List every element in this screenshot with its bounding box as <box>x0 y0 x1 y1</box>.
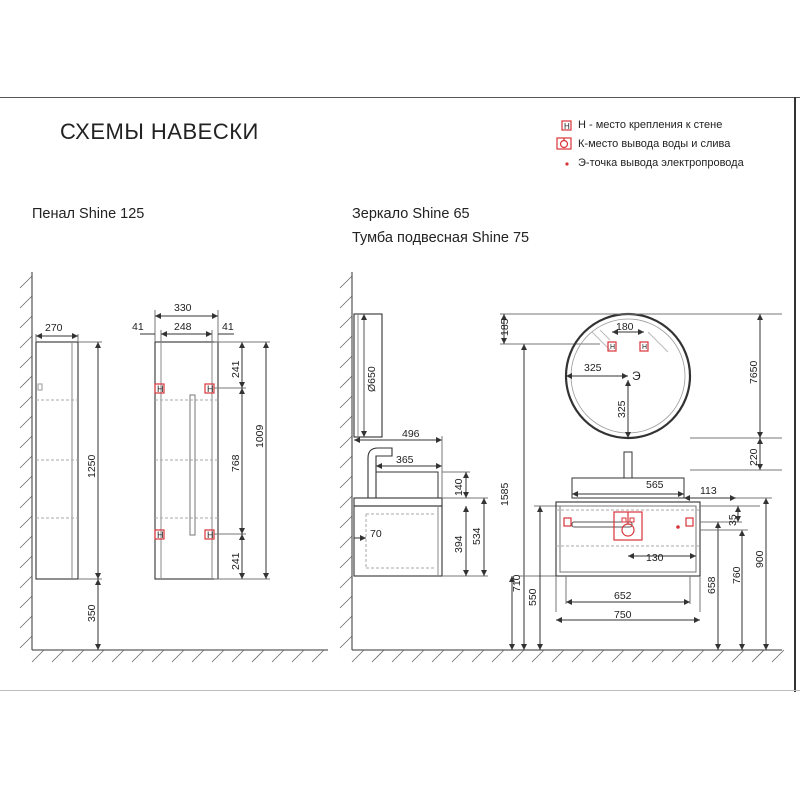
vanity-mount-right <box>686 518 693 526</box>
dim-35: 35 <box>727 514 739 526</box>
svg-text:H: H <box>564 122 570 131</box>
section-label-pencil-case: Пенал Shine 125 <box>32 206 145 222</box>
dim-140: 140 <box>453 478 465 496</box>
floor-hatch-left <box>32 650 324 662</box>
mirror-mount-mark-left: H <box>610 344 616 351</box>
dim-248: 248 <box>174 321 192 333</box>
mount-mark-h-br: H <box>207 530 214 540</box>
pencil-case-handle <box>190 395 195 535</box>
vanity-cabinet-side <box>354 506 442 576</box>
legend-label-electric-point: Э-точка вывода электропровода <box>578 157 744 169</box>
floor-hatch-right <box>352 650 784 662</box>
dim-270: 270 <box>45 322 63 334</box>
dim-350: 350 <box>86 604 98 622</box>
dim-220: 220 <box>748 448 760 466</box>
mirror-mount-mark-right: H <box>642 344 648 351</box>
vanity-side-view <box>340 272 784 662</box>
dim-70: 70 <box>370 528 382 540</box>
dim-394: 394 <box>453 535 465 553</box>
dim-750: 750 <box>614 609 632 621</box>
vanity-mount-left <box>564 518 571 526</box>
mount-mark-h-tl: H <box>157 384 164 394</box>
dim-534: 534 <box>471 527 483 545</box>
dim-130: 130 <box>646 552 664 564</box>
dim-113: 113 <box>700 485 717 497</box>
dim-496: 496 <box>402 428 420 440</box>
legend-label-water-outlet: К-место вывода воды и слива <box>578 138 731 150</box>
dim-658: 658 <box>706 576 718 594</box>
dim-41-right: 41 <box>222 321 234 333</box>
electric-point <box>676 525 680 529</box>
dim-mirror-diameter: Ø650 <box>366 366 378 392</box>
mount-mark-h-bl: H <box>157 530 164 540</box>
dim-760: 760 <box>731 566 743 584</box>
basin-side <box>376 472 438 498</box>
dim-325-horizontal: 325 <box>584 362 602 374</box>
basin-front <box>572 478 684 498</box>
section-label-vanity: Тумба подвесная Shine 75 <box>352 230 530 246</box>
faucet-side <box>368 448 392 498</box>
dim-1250: 1250 <box>86 454 98 478</box>
dim-652: 652 <box>614 590 632 602</box>
dim-330: 330 <box>174 302 192 314</box>
wall-hatch-middle <box>340 276 352 648</box>
wall-hatch-left <box>20 276 32 648</box>
legend-label-wall-mount: Н - место крепления к стене <box>578 119 723 131</box>
dim-1585: 1585 <box>499 482 511 506</box>
dim-41-left: 41 <box>132 321 144 333</box>
faucet-front <box>624 452 632 478</box>
dim-900: 900 <box>754 550 766 568</box>
page-title: СХЕМЫ НАВЕСКИ <box>60 119 259 144</box>
section-label-mirror: Зеркало Shine 65 <box>352 206 470 222</box>
mount-mark-h-tr: H <box>207 384 214 394</box>
dim-768: 768 <box>230 454 242 472</box>
mirror-electric-mark: Э <box>632 369 641 383</box>
countertop-side <box>354 498 442 506</box>
dim-185: 185 <box>499 318 511 336</box>
dim-710: 710 <box>511 574 523 592</box>
dim-7650: 7650 <box>748 360 760 384</box>
dim-241-top: 241 <box>230 360 242 378</box>
dim-241-bottom: 241 <box>230 552 242 570</box>
dim-565: 565 <box>646 479 664 491</box>
dim-1009: 1009 <box>254 424 266 448</box>
dim-325-vertical: 325 <box>616 400 628 418</box>
dim-365: 365 <box>396 454 414 466</box>
dim-180: 180 <box>616 321 634 333</box>
dim-550: 550 <box>527 588 539 606</box>
